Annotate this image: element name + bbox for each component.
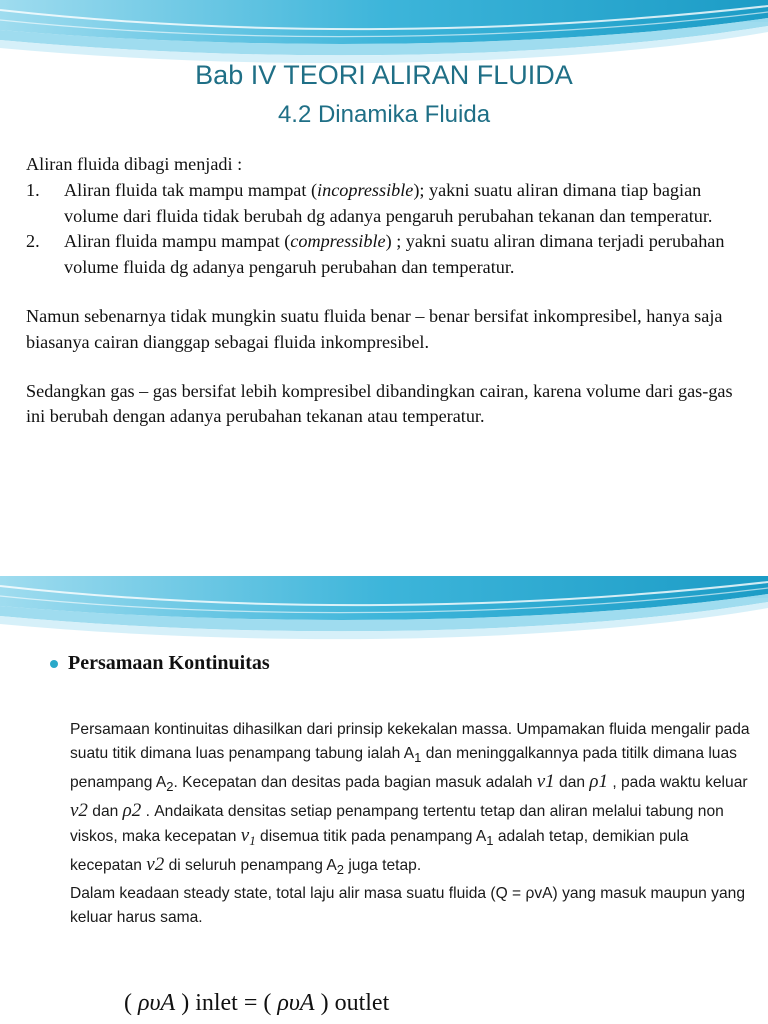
list-item: [26, 229, 756, 281]
header-swoosh-graphic: [0, 576, 768, 646]
text-run: . Kecepatan dan desitas pada bagian masuk adalah: [173, 774, 537, 792]
list-text-post: ) ; yakni suatu aliran dimana terjadi perubahan volume fluida dg adanya pengaruh perubahan dan temperatur.: [64, 231, 725, 278]
text-run: , pada waktu keluar: [608, 774, 748, 792]
text-run: Persamaan kontinuitas dihasilkan dari prinsip kekekalan massa. Umpamakan fluida mengalir pada suatu titik dimana luas penampang tabung ialah A: [70, 721, 750, 762]
subscript: 1: [414, 750, 422, 766]
bullet-dot-icon: [50, 660, 58, 668]
continuity-equation: [124, 990, 389, 1017]
paragraph-inkompresibel: Namun sebenarnya tidak mungkin suatu fluida benar – benar bersifat inkompresibel, hanya saja biasanya cairan dianggap sebagai fluida inkompresibel.: [26, 305, 723, 352]
text-run: dan: [87, 803, 123, 821]
list-number: 1.: [26, 179, 40, 200]
slide-subtitle: 4.2 Dinamika Fluida: [277, 101, 491, 128]
text-run: . Andaikata densitas setiap penampang tertentu tetap dan aliran melalui tabung non viskos, maka kecepatan: [70, 803, 724, 846]
list-item: [26, 178, 756, 230]
symbol-v1: v: [240, 825, 250, 847]
list-text-emphasis: compressible: [290, 231, 386, 252]
subscript: 1: [249, 833, 256, 849]
symbol-v2: v2: [70, 800, 88, 822]
symbol-rho2: ρ2: [122, 800, 142, 822]
list-text-pre: Aliran fluida mampu mampat (: [64, 231, 291, 252]
symbol-v1: v1: [536, 771, 555, 793]
text-run: dan: [554, 774, 590, 792]
list-text-post: ); yakni suatu aliran dimana tiap bagian volume dari fluida tidak berubah dg adanya pengaruh perubahan tekanan dan temperatur.: [64, 179, 713, 226]
text-run: juga tetap.: [344, 857, 422, 875]
paragraph-kontinuitas: [70, 718, 760, 882]
bullet-heading-text: Persamaan Kontinuitas: [68, 652, 270, 674]
paragraph-steady-state: Dalam keadaan steady state, total laju alir masa suatu fluida (Q = ρvA) yang masuk maupun yang keluar harus sama.: [70, 885, 745, 927]
text-run: dan meninggalkannya pada titilk dimana luas penampang A: [70, 745, 737, 792]
text-run: di seluruh penampang A: [164, 857, 337, 875]
equation-text: ) outlet: [314, 990, 390, 1016]
slide-1-body: [26, 152, 756, 430]
slide-2-body: [70, 718, 760, 930]
equation-text: (: [124, 990, 138, 1016]
symbol-v2: v2: [146, 854, 165, 876]
subscript: 2: [166, 779, 174, 795]
symbol-rho1: ρ1: [589, 771, 608, 793]
intro-text: Aliran fluida dibagi menjadi :: [26, 154, 243, 174]
slide-title: Bab IV TEORI ALIRAN FLUIDA: [195, 60, 573, 90]
list-text-emphasis: incopressible: [317, 179, 414, 200]
equation-symbol: ρυA: [277, 990, 315, 1016]
equation-text: ) inlet = (: [175, 990, 278, 1016]
text-run: adalah tetap, demikian pula kecepatan: [70, 828, 689, 875]
text-run: disemua titik pada penampang A: [255, 828, 487, 846]
list-text-pre: Aliran fluida tak mampu mampat (: [64, 179, 318, 200]
subscript: 1: [486, 833, 494, 849]
list-number: 2.: [26, 231, 40, 252]
paragraph-gas: Sedangkan gas – gas bersifat lebih kompresibel dibandingkan cairan, karena volume dari gas-gas ini berubah dengan adanya perubahan tekanan atau temperatur.: [26, 380, 733, 427]
equation-symbol: ρυA: [138, 990, 176, 1016]
subscript: 2: [336, 862, 344, 878]
